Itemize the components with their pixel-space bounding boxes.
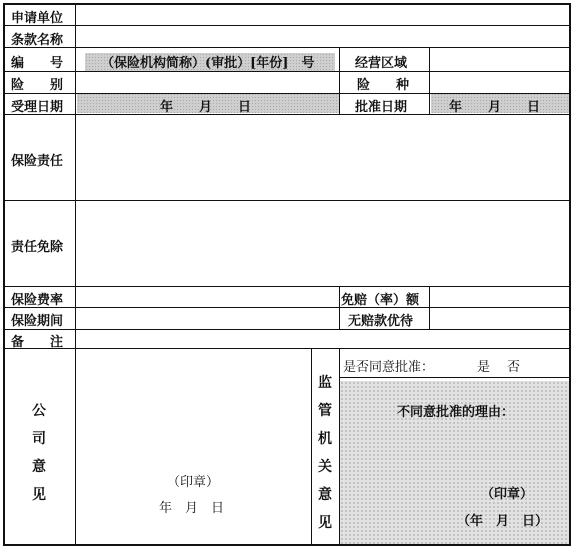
number-value: （保险机构简称）(审批）[年份] 号 [101, 56, 315, 71]
liability-label: 保险责任 [11, 154, 64, 169]
company-opinion-label: 公 司 意 见 [32, 403, 46, 503]
business-area-label: 经营区域 [355, 56, 408, 71]
regulator-opinion-label: 监 管 机 关 意 见 [318, 375, 332, 531]
no-claim-discount-label: 无赔款优待 [348, 314, 414, 329]
accept-date-label: 受理日期 [11, 100, 64, 115]
approve-yes-option[interactable]: 是 [477, 360, 491, 375]
approve-no-option[interactable]: 否 [507, 360, 521, 375]
exemption-label: 责任免除 [11, 240, 64, 255]
applicant-label: 申请单位 [11, 11, 64, 26]
reject-reason-label: 不同意批准的理由： [397, 405, 515, 420]
company-seal: （印章） [167, 475, 220, 490]
insurance-kind-label: 险 种 [357, 78, 410, 93]
premium-rate-label: 保险费率 [11, 293, 64, 308]
accept-date-value: 年 月 日 [160, 100, 252, 115]
insurance-type-label: 险 别 [11, 78, 64, 93]
insurance-approval-form [3, 3, 571, 546]
period-label: 保险期间 [11, 314, 64, 329]
approve-question: 是否同意批准： [343, 360, 435, 375]
clause-name-label: 条款名称 [11, 33, 64, 48]
deductible-label: 免赔（率）额 [341, 293, 420, 308]
regulator-seal: （印章） [481, 487, 534, 502]
company-date: 年 月 日 [159, 501, 225, 516]
approve-date-label: 批准日期 [355, 100, 408, 115]
number-label: 编 号 [11, 56, 64, 71]
approve-date-value: 年 月 日 [449, 100, 541, 115]
remarks-label: 备 注 [11, 335, 64, 350]
regulator-date: （年 月 日） [457, 514, 549, 529]
